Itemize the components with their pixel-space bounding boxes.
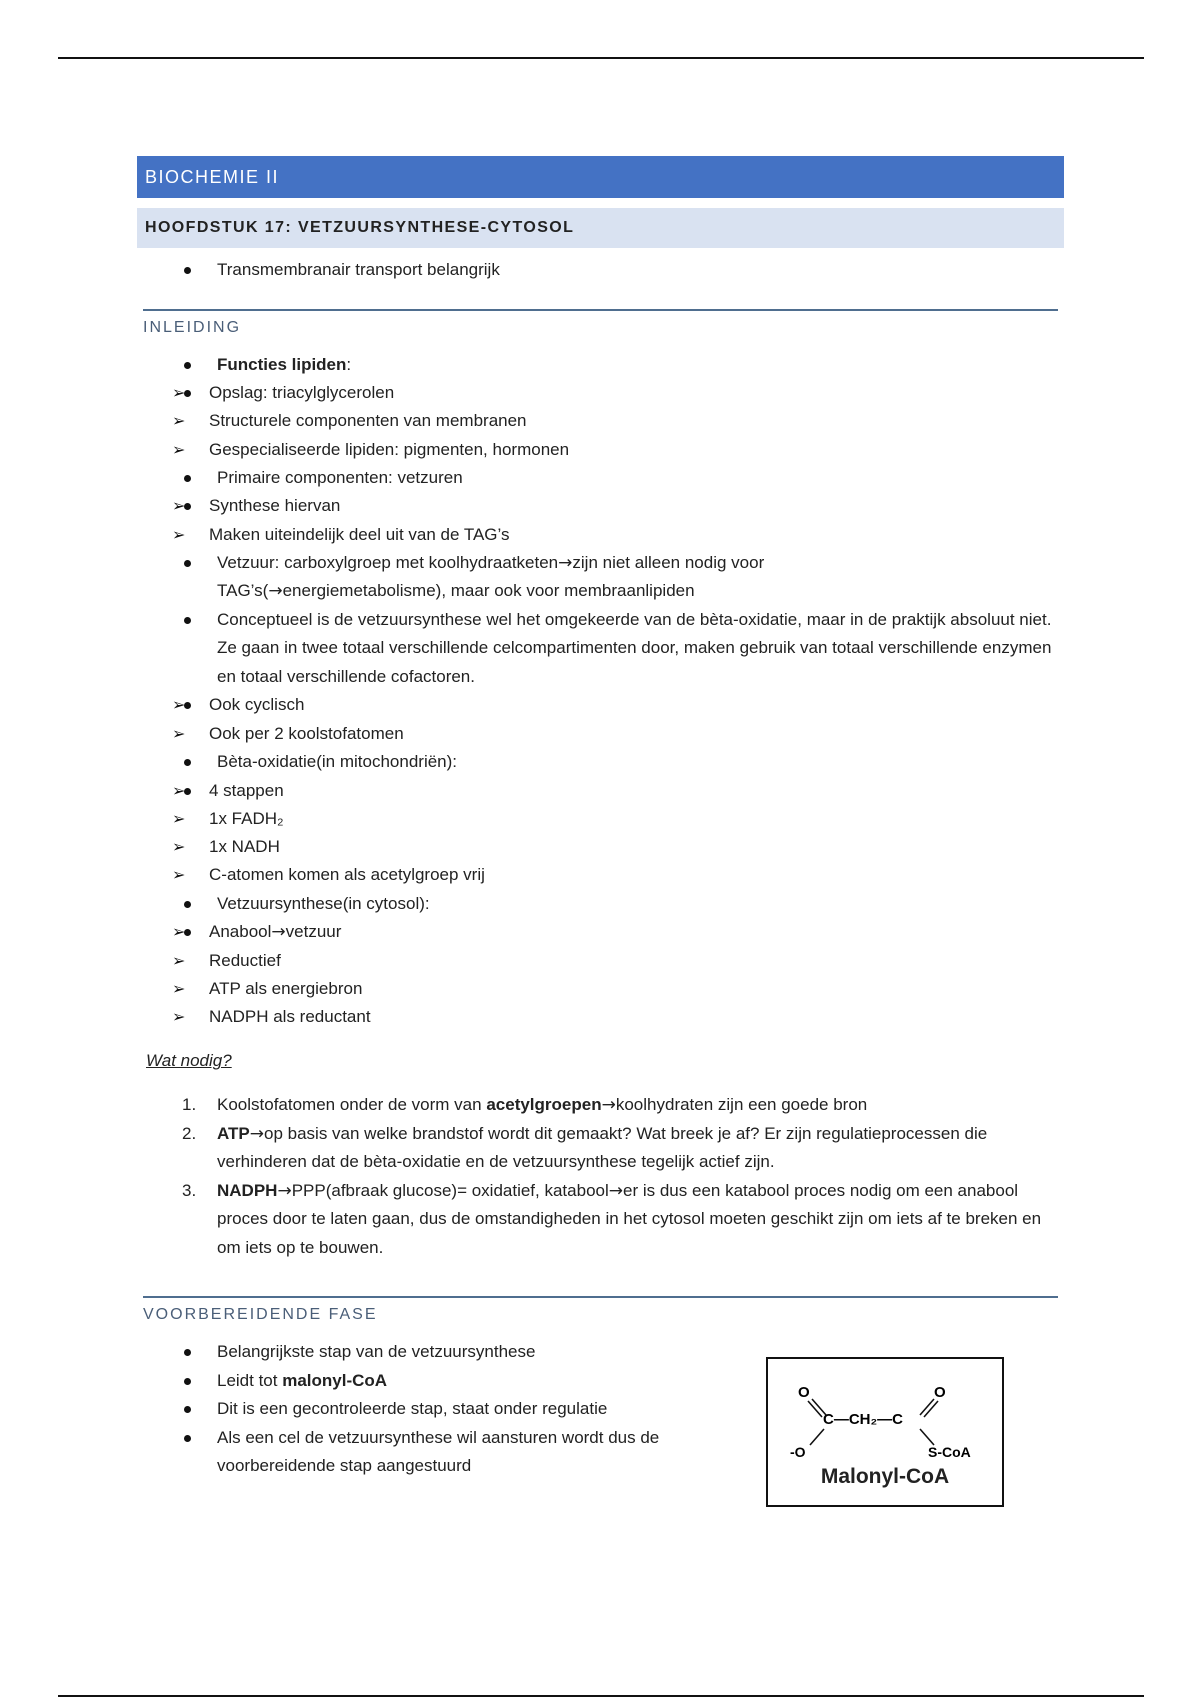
oxygen-left-label: O — [798, 1384, 810, 1401]
list-item: Belangrijkste stap van de vetzuursynthese — [137, 1338, 717, 1367]
arrow-icon: → — [601, 1095, 616, 1116]
sub-list-container — [137, 379, 1064, 464]
sub-list-container — [137, 492, 1064, 549]
text: Anabool — [209, 922, 272, 942]
list-item: Bèta-oxidatie(in mitochondriën): — [137, 748, 1064, 777]
sub-list-item: ➢ Reductief — [137, 947, 1064, 975]
sub-list-item: ➢ Ook cyclisch — [137, 691, 1064, 719]
sub-list-container — [137, 691, 1064, 748]
section-heading-inleiding — [143, 309, 1058, 337]
sub-list-item: ➢ C-atomen komen als acetylgroep vrij — [137, 861, 1064, 889]
bold-term: acetylgroepen — [486, 1095, 602, 1115]
footer-rule — [58, 1695, 1144, 1697]
section-heading-voorbereidende — [143, 1296, 1058, 1324]
s-coa-label: S-CoA — [928, 1444, 971, 1460]
arrow-icon: → — [608, 1180, 624, 1201]
list-item — [137, 549, 1064, 606]
sub-list-item: ➢ Ook per 2 koolstofatomen — [137, 720, 1064, 748]
header-rule — [58, 57, 1144, 59]
conceptueel-sublist — [137, 691, 1064, 748]
synthese-sublist — [137, 918, 1064, 1031]
text: koolhydraten zijn een goede bron — [615, 1095, 868, 1115]
text: Vetzuur: carboxylgroep met koolhydraatketen — [217, 552, 559, 572]
colon: : — [346, 354, 352, 374]
list-item: Als een cel de vetzuursynthese wil aansturen wordt dus de voorbereidende stap aangestuurd — [137, 1424, 717, 1481]
list-item — [137, 1177, 1064, 1263]
bold-term: NADPH — [217, 1180, 278, 1200]
course-title-bar — [137, 156, 1064, 198]
item-number: 3. — [182, 1180, 197, 1200]
item-number: 2. — [182, 1123, 197, 1143]
wat-nodig-heading: Wat nodig? — [146, 1051, 232, 1071]
functies-label: Functies lipiden — [217, 354, 347, 374]
bond-line — [810, 1429, 824, 1445]
sub-list-item: ➢ Structurele componenten van membranen — [137, 407, 1064, 435]
text: Leidt tot — [217, 1370, 283, 1390]
sub-list-item — [137, 918, 1064, 946]
sub-list-item: ➢ 1x FADH₂ — [137, 805, 1064, 833]
chapter-title-bar — [137, 208, 1064, 248]
arrow-icon: → — [249, 1123, 264, 1144]
text: vetzuur — [285, 922, 342, 942]
sub-list-container — [137, 918, 1064, 1031]
arrow-icon: → — [277, 1180, 292, 1201]
list-item — [137, 1091, 1064, 1120]
text: Koolstofatomen onder de vorm van — [217, 1095, 487, 1115]
sub-list-item: ➢ Synthese hiervan — [137, 492, 1064, 520]
chapter-title: HOOFDSTUK 17: VETZUURSYNTHESE-CYTOSOL — [145, 219, 575, 236]
list-item: Primaire componenten: vetzuren — [137, 464, 1064, 493]
sub-list-item: ➢ Gespecialiseerde lipiden: pigmenten, hormonen — [137, 436, 1064, 464]
list-item: Dit is een gecontroleerde stap, staat onder regulatie — [137, 1395, 717, 1424]
text: op basis van welke brandstof wordt dit gemaakt? Wat breek je af? Er zijn regulatieprocessen die verhinderen dat de bèta-oxidatie en de vetzuursynthese tegelijk actief zijn. — [217, 1123, 988, 1172]
voorbereidende-list — [137, 1338, 717, 1481]
section-heading-label: INLEIDING — [143, 318, 242, 336]
sub-list-item: ➢ 4 stappen — [137, 777, 1064, 805]
carboxylate-oxygen-label: -O — [790, 1444, 806, 1460]
item-number: 1. — [182, 1095, 197, 1115]
section-heading-label: VOORBEREIDENDE FASE — [143, 1306, 378, 1324]
list-item — [137, 351, 1064, 380]
text: zijn niet alleen nodig voor TAG’s( — [217, 552, 765, 601]
functies-sublist — [137, 379, 1064, 464]
bold-term: malonyl-CoA — [282, 1370, 388, 1390]
list-item — [137, 1367, 717, 1396]
arrow-icon: → — [268, 581, 283, 602]
sub-list-item: ➢ ATP als energiebron — [137, 975, 1064, 1003]
sub-list-item: ➢ 1x NADH — [137, 833, 1064, 861]
sub-list-item: ➢ Maken uiteindelijk deel uit van de TAG’s — [137, 521, 1064, 549]
text: er is dus een katabool proces nodig om een anabool proces door te laten gaan, dus de omstandigheden in het cytosol moeten geschikt zijn om iets af te breken en om iets op te bouwen. — [217, 1180, 1042, 1257]
sub-list-container — [137, 777, 1064, 890]
beta-sublist — [137, 777, 1064, 890]
sub-list-item: ➢ Opslag: triacylglycerolen — [137, 379, 1064, 407]
inleiding-list — [137, 351, 1064, 1032]
molecule-caption: Malonyl-CoA — [820, 1465, 950, 1488]
list-item: Vetzuursynthese(in cytosol): — [137, 890, 1064, 919]
wat-nodig-list — [137, 1091, 1064, 1262]
text: PPP(afbraak glucose)= oxidatief, katabool — [291, 1180, 609, 1200]
malonyl-coa-figure — [766, 1357, 1004, 1507]
document-body — [137, 156, 1064, 1481]
sub-list-item: ➢ NADPH als reductant — [137, 1003, 1064, 1031]
carbon-chain-label: C—CH₂—C — [823, 1411, 903, 1428]
primaire-sublist — [137, 492, 1064, 549]
oxygen-right-label: O — [934, 1384, 946, 1401]
intro-list — [137, 256, 1064, 285]
arrow-icon: → — [558, 552, 573, 573]
text: energiemetabolisme), maar ook voor membraanlipiden — [282, 581, 695, 601]
bold-term: ATP — [217, 1123, 250, 1143]
list-item: Transmembranair transport belangrijk — [137, 256, 1064, 285]
list-item: Conceptueel is de vetzuursynthese wel het omgekeerde van de bèta-oxidatie, maar in de praktijk absoluut niet. Ze gaan in twee totaal verschillende celcompartimenten door, maken gebruik van totaal verschillende enzymen en totaal verschillende cofactoren. — [137, 606, 1064, 692]
list-item — [137, 1120, 1064, 1177]
arrow-icon: → — [271, 922, 286, 943]
bond-line — [920, 1429, 934, 1445]
course-title: BIOCHEMIE II — [145, 167, 280, 187]
